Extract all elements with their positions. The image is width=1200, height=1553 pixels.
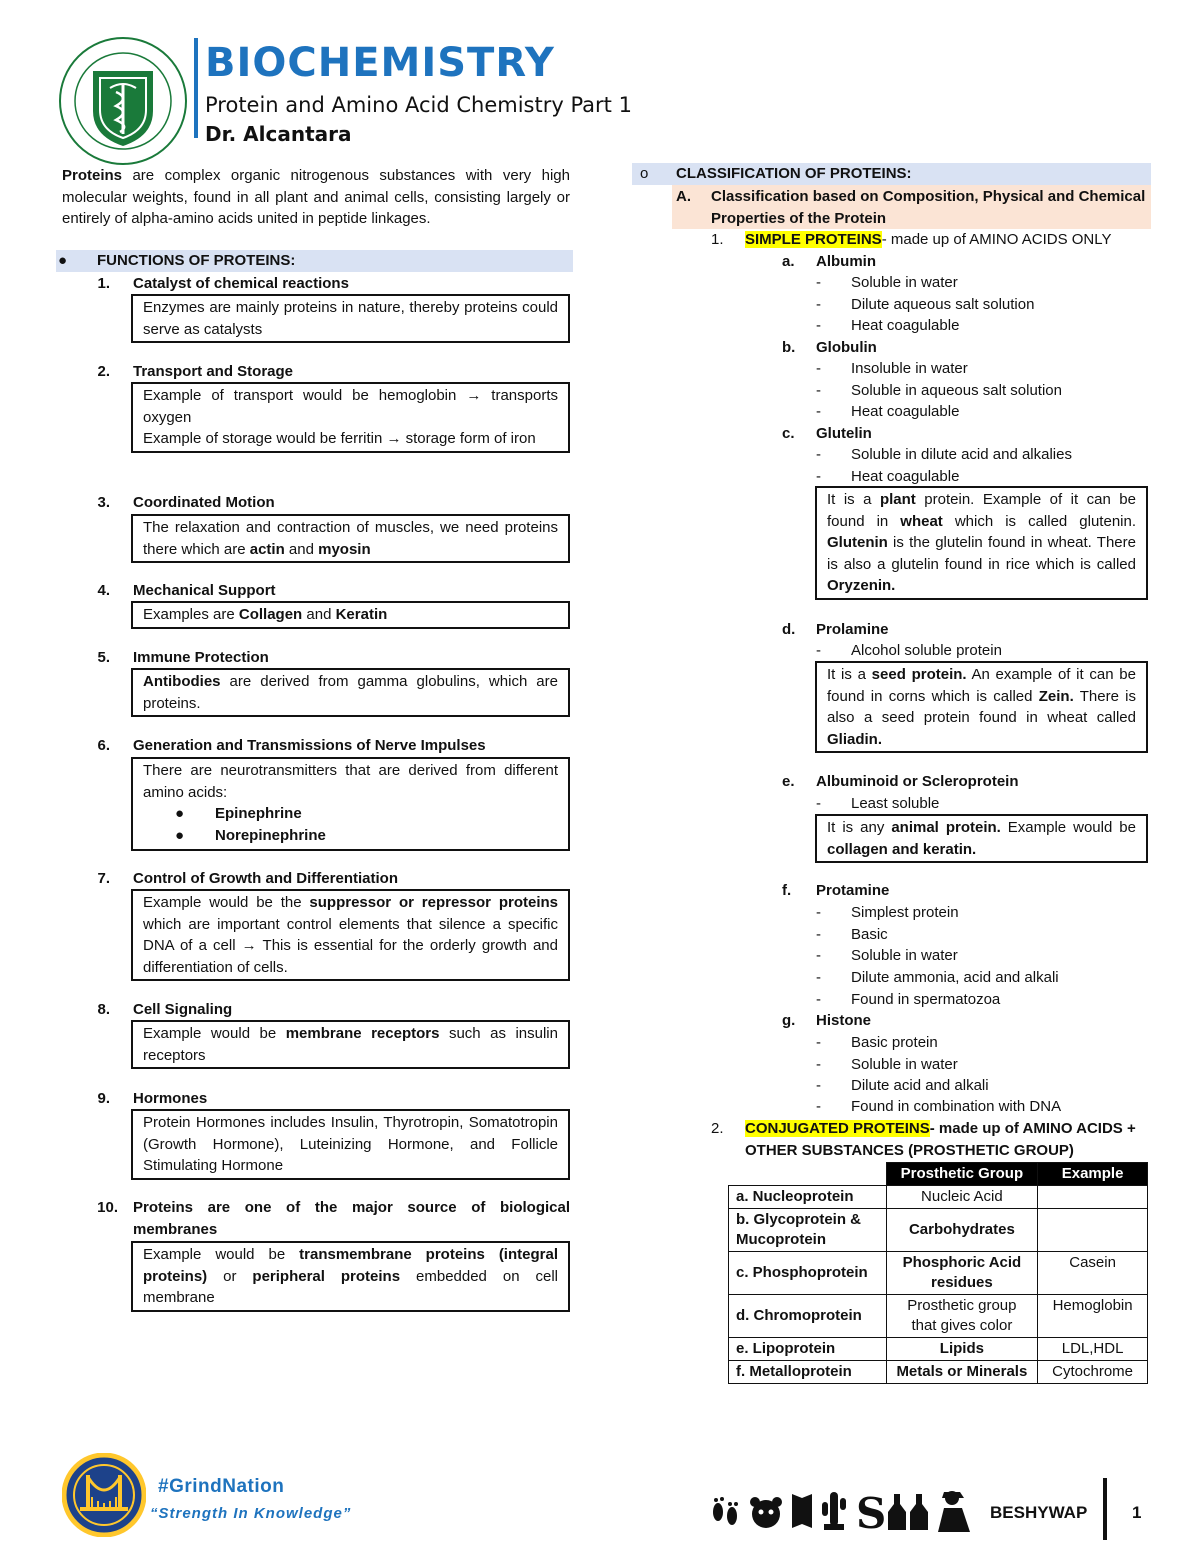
protein-property: Insoluble in water bbox=[851, 360, 968, 377]
table-cell: Cytochrome bbox=[1038, 1361, 1148, 1384]
table-cell: Lipids bbox=[886, 1338, 1038, 1361]
conjugated-proteins-line: CONJUGATED PROTEINS- made up of AMINO ACIDS + OTHER SUBSTANCES (PROSTHETIC GROUP) bbox=[745, 1120, 1136, 1159]
protein-property: Heat coagulable bbox=[851, 403, 960, 420]
function-example-box: The relaxation and contraction of muscles, we need proteins there which are actin and myosin bbox=[131, 514, 570, 563]
function-title: Catalyst of chemical reactions bbox=[133, 275, 349, 292]
table-cell: Hemoglobin bbox=[1038, 1295, 1148, 1338]
protein-property: Soluble in water bbox=[851, 274, 958, 291]
university-seal-logo bbox=[58, 36, 188, 166]
conjugated-proteins-number: 2. bbox=[711, 1120, 724, 1137]
table-cell: Carbohydrates bbox=[886, 1209, 1038, 1252]
function-number: 7. bbox=[97, 870, 110, 887]
function-example-box: Examples are Collagen and Keratin bbox=[131, 601, 570, 629]
protein-letter: d. bbox=[782, 621, 796, 638]
protein-property: Found in spermatozoa bbox=[851, 991, 1001, 1008]
footer-motto: “Strength In Knowledge” bbox=[150, 1505, 352, 1522]
protein-letter: e. bbox=[782, 773, 795, 790]
table-cell: Prosthetic group that gives color bbox=[886, 1295, 1038, 1338]
function-number: 10. bbox=[97, 1199, 118, 1216]
table-cell: b. Glycoprotein & Mucoprotein bbox=[729, 1209, 887, 1252]
table-cell: LDL,HDL bbox=[1038, 1338, 1148, 1361]
protein-property: Alcohol soluble protein bbox=[851, 642, 1002, 659]
function-example-box bbox=[131, 382, 570, 453]
function-number: 6. bbox=[97, 737, 110, 754]
protein-property: Basic protein bbox=[851, 1034, 938, 1051]
document-subtitle: Protein and Amino Acid Chemistry Part 1 bbox=[205, 93, 632, 117]
conjugated-proteins-table bbox=[728, 1162, 1148, 1384]
bts-logo-icon bbox=[792, 1494, 812, 1528]
function-number: 5. bbox=[97, 649, 110, 666]
function-number: 1. bbox=[97, 275, 110, 292]
protein-name-glutelin: Glutelin bbox=[816, 425, 872, 442]
function-example-box: There are neurotransmitters that are derived from different amino acids: ● Epinephrine ● Norepinephrine bbox=[131, 757, 570, 851]
cactus-icon bbox=[822, 1492, 846, 1530]
table-cell: Casein bbox=[1038, 1252, 1148, 1295]
footer-group-icons bbox=[708, 1478, 986, 1534]
footprints-icon bbox=[713, 1497, 738, 1525]
table-row bbox=[729, 1209, 1148, 1252]
function-number: 8. bbox=[97, 1001, 110, 1018]
table-row bbox=[729, 1252, 1148, 1295]
table-row bbox=[729, 1186, 1148, 1209]
function-example-box: Enzymes are mainly proteins in nature, thereby proteins could serve as catalysts bbox=[131, 294, 570, 343]
albuminoid-note-box: It is any animal protein. Example would be collagen and keratin. bbox=[815, 814, 1148, 863]
protein-name-histone: Histone bbox=[816, 1012, 872, 1029]
table-header-cell: Prosthetic Group bbox=[886, 1163, 1038, 1186]
function-example-box: Example would be membrane receptors such as insulin receptors bbox=[131, 1020, 570, 1069]
function-title: Mechanical Support bbox=[133, 582, 276, 599]
function-example-box: Protein Hormones includes Insulin, Thyrotropin, Somatotropin (Growth Hormone), Luteinizing Hormone, and Follicle Stimulating Hormone bbox=[131, 1109, 570, 1180]
protein-property: Soluble in water bbox=[851, 947, 958, 964]
person-icon bbox=[938, 1491, 970, 1532]
classification-bullet: o bbox=[640, 165, 649, 182]
protein-name-protamine: Protamine bbox=[816, 882, 890, 899]
function-title: Hormones bbox=[133, 1090, 208, 1107]
section-a-letter: A. bbox=[676, 188, 691, 205]
page-number: 1 bbox=[1132, 1503, 1142, 1522]
neurotransmitter-item: ● Norepinephrine bbox=[175, 826, 326, 844]
protein-letter: a. bbox=[782, 253, 795, 270]
transport-example: Example of transport would be hemoglobin → transports oxygen bbox=[143, 387, 558, 426]
protein-letter: g. bbox=[782, 1012, 796, 1029]
lecturer-name: Dr. Alcantara bbox=[205, 122, 352, 146]
simple-proteins-line: SIMPLE PROTEINS- made up of AMINO ACIDS ONLY bbox=[745, 231, 1112, 248]
protein-name-albuminoid: Albuminoid or Scleroprotein bbox=[816, 773, 1019, 790]
simple-proteins-number: 1. bbox=[711, 231, 724, 248]
table-cell: f. Metalloprotein bbox=[729, 1361, 887, 1384]
intro-paragraph: Proteins are complex organic nitrogenous substances with very high molecular weights, found in all plant and animal cells, consisting largely or entirely of alpha-amino acids united in peptide linkages. bbox=[62, 167, 570, 227]
svg-text:S: S bbox=[856, 1489, 887, 1534]
protein-property: Soluble in aqueous salt solution bbox=[851, 382, 1062, 399]
protein-name-albumin: Albumin bbox=[816, 253, 876, 270]
bear-icon bbox=[750, 1497, 782, 1528]
document-title: BIOCHEMISTRY bbox=[205, 40, 555, 86]
protein-property: Dilute acid and alkali bbox=[851, 1077, 989, 1094]
table-row bbox=[729, 1295, 1148, 1338]
protein-property: Heat coagulable bbox=[851, 317, 960, 334]
table-row bbox=[729, 1361, 1148, 1384]
function-title: Transport and Storage bbox=[133, 363, 294, 380]
function-number: 3. bbox=[97, 494, 110, 511]
table-header-row bbox=[729, 1163, 1148, 1186]
glutelin-note-box: It is a plant protein. Example of it can be found in wheat which is called glutenin. Glutenin is the glutelin found in wheat. There is also a glutelin found in rice which is called Oryzenin. bbox=[815, 486, 1148, 600]
classification-heading: CLASSIFICATION OF PROTEINS: bbox=[676, 165, 912, 182]
table-cell: Phosphoric Acid residues bbox=[886, 1252, 1038, 1295]
table-cell: Metals or Minerals bbox=[886, 1361, 1038, 1384]
protein-property: Dilute aqueous salt solution bbox=[851, 296, 1035, 313]
function-title: Cell Signaling bbox=[133, 1001, 233, 1018]
function-example-box: Example would be the suppressor or repressor proteins which are important control elements that silence a specific DNA of a cell → This is essential for the orderly growth and differentiation of cells. bbox=[131, 889, 570, 981]
function-example-box: Antibodies are derived from gamma globulins, which are proteins. bbox=[131, 668, 570, 717]
table-cell: d. Chromoprotein bbox=[729, 1295, 887, 1338]
footer-divider bbox=[1103, 1478, 1107, 1540]
protein-letter: b. bbox=[782, 339, 796, 356]
table-cell: a. Nucleoprotein bbox=[729, 1186, 887, 1209]
table-cell bbox=[1038, 1186, 1148, 1209]
function-example-box: Example would be transmembrane proteins (integral proteins) or peripheral proteins embedded on cell membrane bbox=[131, 1241, 570, 1312]
protein-property: Soluble in dilute acid and alkalies bbox=[851, 446, 1072, 463]
storage-example: Example of storage would be ferritin → storage form of iron bbox=[143, 430, 536, 447]
function-number: 9. bbox=[97, 1090, 110, 1107]
protein-property: Basic bbox=[851, 926, 888, 943]
footer-brand: BESHYWAP bbox=[990, 1503, 1088, 1522]
protein-property: Found in combination with DNA bbox=[851, 1098, 1062, 1115]
table-cell: e. Lipoprotein bbox=[729, 1338, 887, 1361]
functions-heading: FUNCTIONS OF PROTEINS: bbox=[97, 252, 296, 269]
protein-property: Least soluble bbox=[851, 795, 940, 812]
function-number: 2. bbox=[97, 363, 110, 380]
function-title: Generation and Transmissions of Nerve Impulses bbox=[133, 737, 486, 754]
header-accent-bar bbox=[194, 38, 198, 138]
protein-property: Heat coagulable bbox=[851, 468, 960, 485]
protein-letter: c. bbox=[782, 425, 795, 442]
protein-property: Soluble in water bbox=[851, 1056, 958, 1073]
bridge-team-logo-icon bbox=[62, 1453, 146, 1537]
table-row bbox=[729, 1338, 1148, 1361]
table-header-cell: Example bbox=[1038, 1163, 1148, 1186]
function-title: Immune Protection bbox=[133, 649, 269, 666]
function-title: Coordinated Motion bbox=[133, 494, 275, 511]
table-header-blank bbox=[729, 1163, 887, 1186]
table-cell bbox=[1038, 1209, 1148, 1252]
protein-letter: f. bbox=[782, 882, 792, 899]
protein-property: Simplest protein bbox=[851, 904, 959, 921]
bottles-icon bbox=[888, 1494, 928, 1530]
table-cell: c. Phosphoprotein bbox=[729, 1252, 887, 1295]
protein-property: Dilute ammonia, acid and alkali bbox=[851, 969, 1059, 986]
protein-name-globulin: Globulin bbox=[816, 339, 877, 356]
prolamine-note-box: It is a seed protein. An example of it can be found in corns which is called Zein. There is also a seed protein found in wheat called Gliadin. bbox=[815, 661, 1148, 753]
protein-name-prolamine: Prolamine bbox=[816, 621, 889, 638]
section-a-title: Classification based on Composition, Physical and Chemical Properties of the Protein bbox=[711, 188, 1146, 227]
table-cell: Nucleic Acid bbox=[886, 1186, 1038, 1209]
letter-s-icon bbox=[856, 1489, 886, 1534]
function-title: Proteins are one of the major source of biological membranes bbox=[133, 1199, 570, 1238]
functions-bullet: ● bbox=[58, 252, 68, 269]
function-title: Control of Growth and Differentiation bbox=[133, 870, 398, 887]
neurotransmitter-item: ● Epinephrine bbox=[175, 805, 302, 822]
footer-hashtag: #GrindNation bbox=[158, 1476, 285, 1497]
function-number: 4. bbox=[97, 582, 110, 599]
